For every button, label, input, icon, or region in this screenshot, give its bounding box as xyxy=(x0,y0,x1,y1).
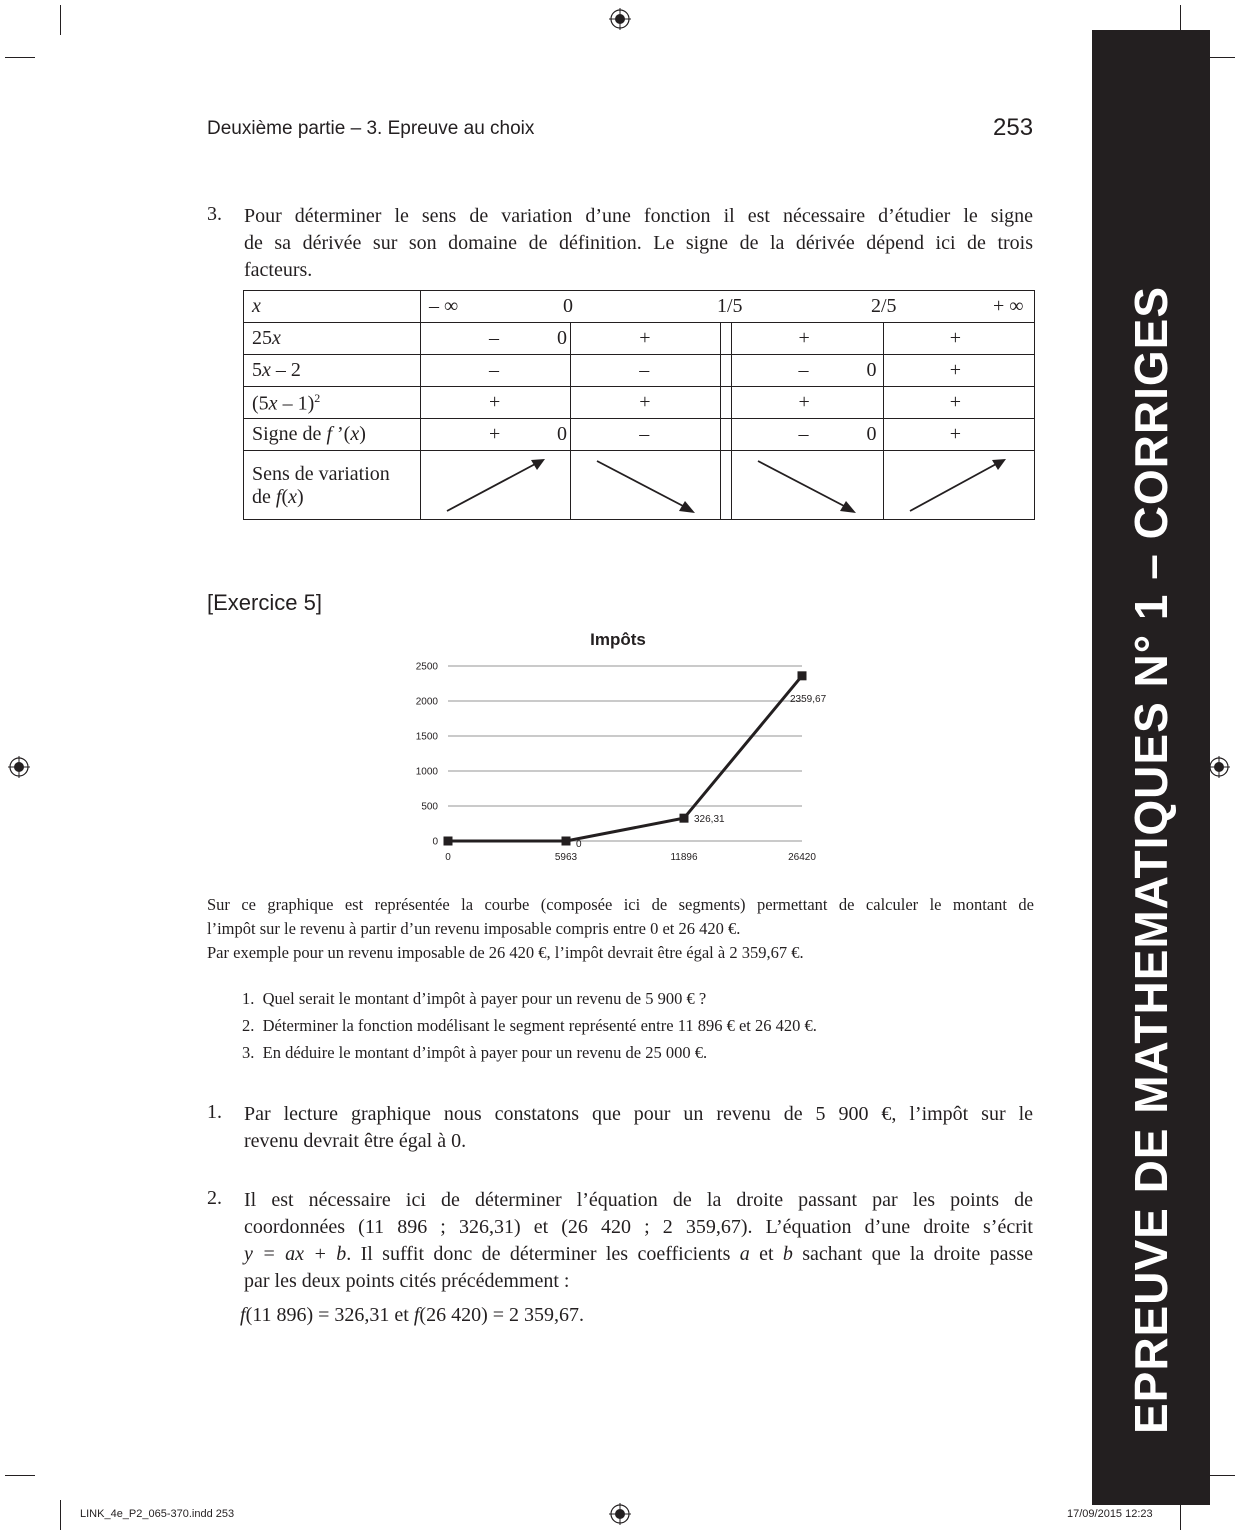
table-cell: + xyxy=(639,391,651,413)
exercise-label: [Exercice 5] xyxy=(207,590,322,615)
table-cell: 2/5 xyxy=(871,295,897,317)
table-cell: – ∞ xyxy=(429,295,459,317)
table-cell: + xyxy=(949,391,961,413)
text-line: Il est nécessaire ici de déterminer l’équation de la droite passant par les points de xyxy=(244,1189,1033,1211)
table-cell: – xyxy=(798,423,809,445)
footer-date: 17/09/2015 12:23 xyxy=(1067,1508,1153,1520)
text-line: Par lecture graphique nous constatons que pour un revenu de 5 900 €, l’impôt sur le xyxy=(244,1103,1033,1125)
text-line: Sur ce graphique est représentée la courbe (composée ici de segments) permettant de calculer le montant de xyxy=(207,895,1034,914)
data-point xyxy=(444,837,453,846)
table-row xyxy=(244,323,1035,355)
x-tick-label: 11896 xyxy=(670,852,698,863)
table-cell: + xyxy=(949,359,961,381)
table-cell-line: de f(x) xyxy=(252,486,304,508)
table-cell: 0 xyxy=(563,295,573,317)
data-label: 0 xyxy=(576,839,582,850)
chapter-side-tab-text: EPREUVE DE MATHEMATIQUES N° 1 – CORRIGES xyxy=(1125,285,1177,1435)
x-tick-label: 0 xyxy=(445,852,451,863)
answer1-paragraph xyxy=(244,1101,1033,1155)
table-cell: + xyxy=(949,423,961,445)
table-cell: (5x – 1)$^2$ xyxy=(252,391,321,415)
table-cell: + xyxy=(949,327,961,349)
table-cell: 0 xyxy=(866,423,877,445)
table-cell: + ∞ xyxy=(993,295,1024,317)
running-head: Deuxième partie – 3. Epreuve au choix xyxy=(207,118,535,139)
y-tick-label: 500 xyxy=(421,801,438,813)
y-tick-label: 1000 xyxy=(415,766,438,778)
table-row xyxy=(244,419,1035,451)
list-item: 3. En déduire le montant d’impôt à payer pour un revenu de 25 000 €. xyxy=(242,1043,708,1062)
question-list xyxy=(242,985,817,1066)
registration-mark-icon xyxy=(609,8,631,30)
table-cell: – xyxy=(489,327,499,349)
text-line: y = ax + b. Il suffit donc de déterminer les coefficients a et b sachant que la droite passe xyxy=(244,1243,1033,1265)
table-cell: + xyxy=(489,423,501,445)
footer-file-info: LINK_4e_P2_065-370.indd 253 xyxy=(80,1508,235,1520)
table-cell: – xyxy=(489,359,499,381)
table-cell: – xyxy=(639,359,650,381)
text-line: Par exemple pour un revenu imposable de 26 420 €, l’impôt devrait être égal à 2 359,67 €. xyxy=(207,943,804,962)
table-cell: 0 xyxy=(866,359,877,381)
item3-paragraph xyxy=(244,203,1033,284)
crop-mark xyxy=(5,1475,35,1476)
registration-mark-icon xyxy=(8,756,30,778)
page-number: 253 xyxy=(993,114,1034,141)
list-item: 2. Déterminer la fonction modélisant le segment représenté entre 11 896 € et 26 420 €. xyxy=(242,1016,817,1035)
item-number: 3. xyxy=(207,203,222,225)
decreasing-arrow-icon xyxy=(732,451,882,519)
item-number: 1. xyxy=(207,1101,222,1123)
answer2-paragraph xyxy=(244,1187,1033,1295)
table-cell: x xyxy=(252,295,261,317)
table-cell-line: Sens de variation xyxy=(252,463,390,485)
text-line: l’impôt sur le revenu à partir d’un revenu imposable compris entre 0 et 26 420 €. xyxy=(207,919,741,938)
table-cell: + xyxy=(639,327,651,349)
table-cell: Signe de f ’(x) xyxy=(252,423,366,445)
x-tick-label: 26420 xyxy=(788,852,816,863)
impots-line-chart xyxy=(400,620,830,870)
crop-mark xyxy=(5,57,35,58)
increasing-arrow-icon xyxy=(421,451,570,519)
answer2-equation: f(11 896) = 326,31 et f(26 420) = 2 359,67. xyxy=(240,1304,585,1326)
table-row xyxy=(244,355,1035,387)
text-line: revenu devrait être égal à 0. xyxy=(244,1130,467,1152)
table-cell: 25x xyxy=(252,327,281,349)
chart-title: Impôts xyxy=(590,630,646,649)
data-label: 2359,67 xyxy=(790,693,827,705)
table-row xyxy=(244,451,1035,520)
crop-mark xyxy=(60,5,61,35)
crop-mark xyxy=(60,1500,61,1530)
table-cell: + xyxy=(489,391,501,413)
table-cell: 0 xyxy=(557,423,567,445)
variation-table xyxy=(243,290,1035,520)
y-tick-label: 2500 xyxy=(415,661,438,673)
table-cell: 1/5 xyxy=(717,295,743,317)
exercise-description xyxy=(207,893,1034,965)
data-label: 326,31 xyxy=(694,814,725,826)
table-cell: + xyxy=(798,327,810,349)
table-cell: + xyxy=(798,391,810,413)
table-cell: 5x – 2 xyxy=(252,359,301,381)
data-point xyxy=(798,671,807,680)
table-cell xyxy=(252,463,390,509)
decreasing-arrow-icon xyxy=(571,451,720,519)
data-point xyxy=(680,814,689,823)
item-number: 2. xyxy=(207,1187,222,1209)
registration-mark-icon xyxy=(609,1503,631,1525)
text-line: facteurs. xyxy=(244,259,313,281)
text-line: de sa dérivée sur son domaine de définition. Le signe de la dérivée dépend ici de trois xyxy=(244,232,1033,254)
table-row xyxy=(244,291,1035,323)
list-item: 1. Quel serait le montant d’impôt à payer pour un revenu de 5 900 € ? xyxy=(242,989,707,1008)
table-row xyxy=(244,387,1035,419)
text-line: Pour déterminer le sens de variation d’une fonction il est nécessaire d’étudier le signe xyxy=(244,205,1033,227)
x-tick-label: 5963 xyxy=(554,852,578,863)
increasing-arrow-icon xyxy=(884,451,1034,519)
table-cell: – xyxy=(639,423,650,445)
y-tick-label: 0 xyxy=(432,836,438,848)
text-line: par les deux points cités précédemment : xyxy=(244,1270,570,1292)
data-point xyxy=(562,837,571,846)
table-cell: 0 xyxy=(557,327,567,349)
y-tick-label: 2000 xyxy=(415,696,438,708)
registration-mark-icon xyxy=(1208,756,1230,778)
text-line: coordonnées (11 896 ; 326,31) et (26 420 ; 2 359,67). L’équation d’une droite s’écrit xyxy=(244,1216,1033,1238)
table-cell: – xyxy=(798,359,809,381)
y-tick-label: 1500 xyxy=(415,731,438,743)
